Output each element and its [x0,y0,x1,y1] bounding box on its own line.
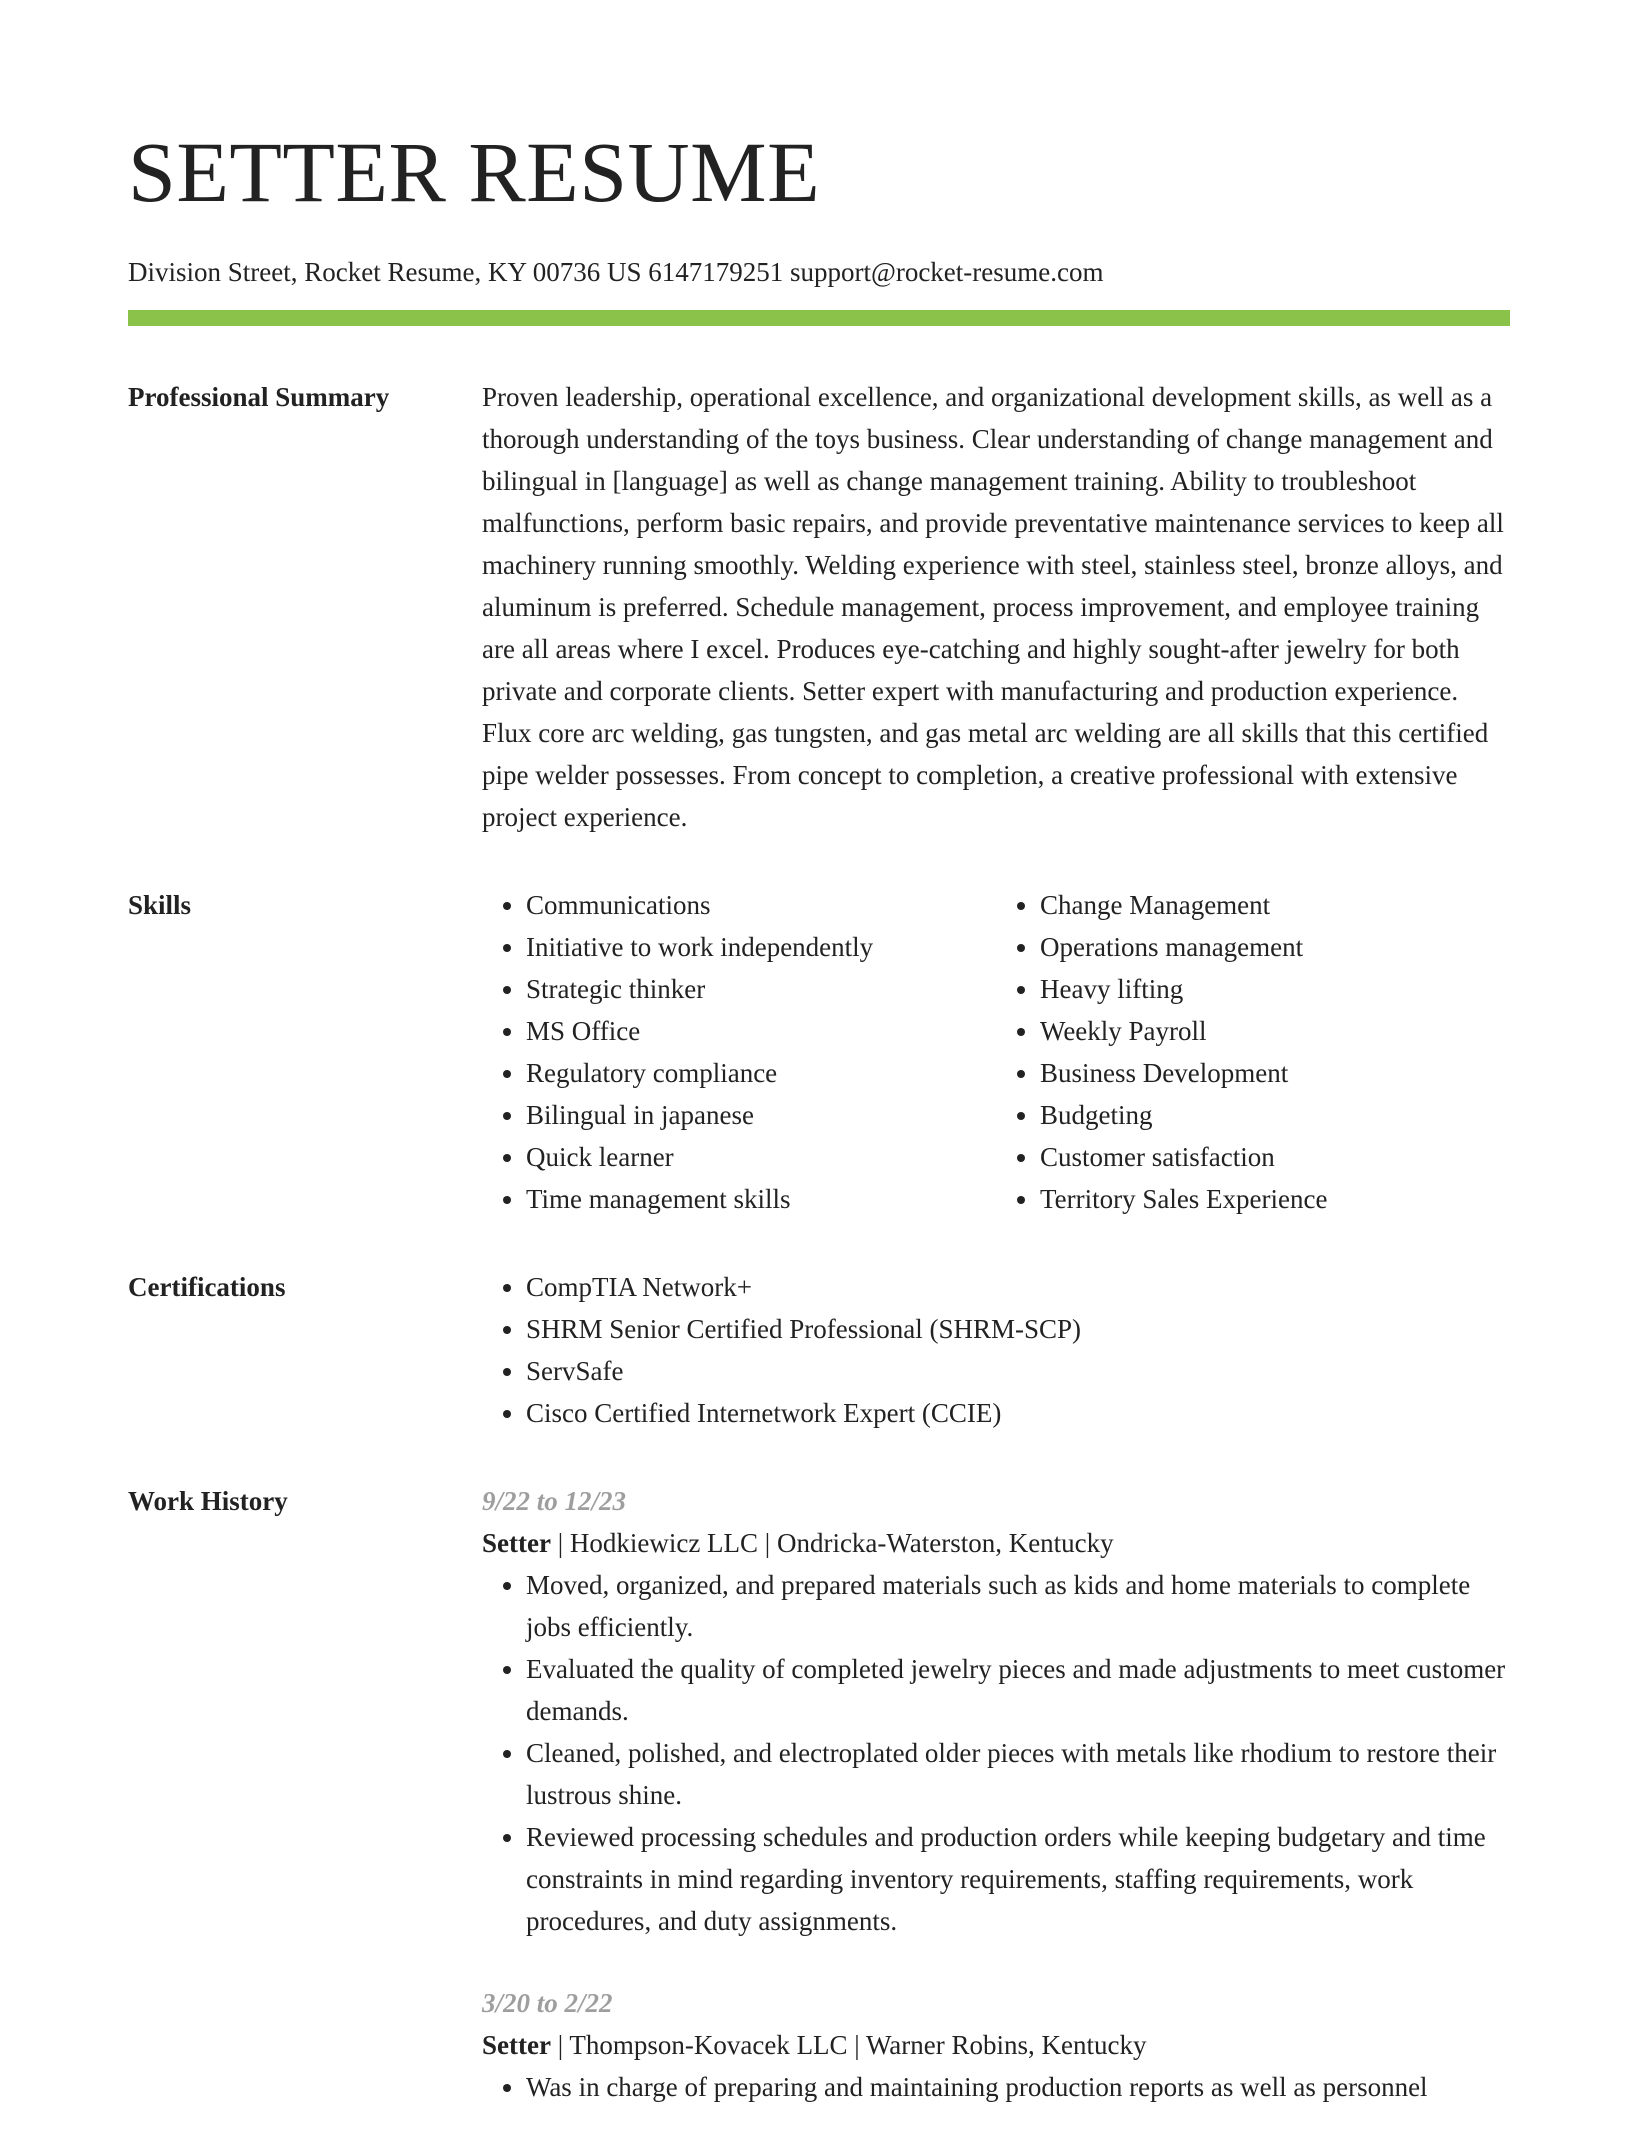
job-title: Setter [482,2030,551,2060]
skill-item: • Regulatory compliance [526,1052,996,1094]
skill-item: • Customer satisfaction [1040,1136,1510,1178]
certification-item: • SHRM Senior Certified Professional (SHRM-SCP) [526,1308,1510,1350]
job-bullet: • Cleaned, polished, and electroplated older pieces with metals like rhodium to restore their lustrous shine. [526,1732,1510,1816]
certifications-section [128,1266,1510,1434]
skill-item: • Initiative to work independently [526,926,996,968]
skill-item: • Heavy lifting [1040,968,1510,1010]
summary-section [128,376,1510,838]
header-divider [128,310,1510,326]
job-entry [482,1480,1510,1942]
certification-item: • CompTIA Network+ [526,1266,1510,1308]
job-title: Setter [482,1528,551,1558]
job-entry [482,1982,1510,2108]
section-title-work-history: Work History [128,1486,288,1516]
job-dates: 3/20 to 2/22 [482,1988,613,2018]
skill-item: • MS Office [526,1010,996,1052]
resume-name: SETTER RESUME [128,124,821,220]
section-title-certifications: Certifications [128,1272,286,1302]
skills-right-list [996,884,1510,1220]
job-dates: 9/22 to 12/23 [482,1486,627,1516]
skill-item: • Change Management [1040,884,1510,926]
section-title-skills: Skills [128,890,192,920]
job-bullet: • Was in charge of preparing and maintaining production reports as well as personnel [526,2066,1510,2108]
job-details: | Hodkiewicz LLC | Ondricka-Waterston, Kentucky [550,1528,1114,1558]
skills-section [128,884,1510,1220]
job-bullet-list [482,2066,1510,2108]
job-bullet-list [482,1564,1510,1942]
certification-item: • ServSafe [526,1350,1510,1392]
job-heading [482,2024,1510,2066]
job-heading [482,1522,1510,1564]
skill-item: • Weekly Payroll [1040,1010,1510,1052]
certification-item: • Cisco Certified Internetwork Expert (CCIE) [526,1392,1510,1434]
skill-item: • Communications [526,884,996,926]
skill-item: • Time management skills [526,1178,996,1220]
skill-item: • Bilingual in japanese [526,1094,996,1136]
skill-item: • Strategic thinker [526,968,996,1010]
skill-item: • Operations management [1040,926,1510,968]
job-bullet: • Evaluated the quality of completed jewelry pieces and made adjustments to meet customer demands. [526,1648,1510,1732]
summary-text: Proven leadership, operational excellence, and organizational development skills, as well as a thorough understanding of the toys business. Clear understanding of change management and bilingual in [language] as well as change management training. Ability to troubleshoot malfunctions, perform basic repairs, and provide preventative maintenance services to keep all machinery running smoothly. Welding experience with steel, stainless steel, bronze alloys, and aluminum is preferred. Schedule management, process improvement, and employee training are all areas where I excel. Produces eye-catching and highly sought-after jewelry for both private and corporate clients. Setter expert with manufacturing and production experience. Flux core arc welding, gas tungsten, and gas metal arc welding are all skills that this certified pipe welder possesses. From concept to completion, a creative professional with extensive project experience. [482,382,1504,832]
work-history-section [128,1480,1510,2148]
job-bullet: • Moved, organized, and prepared materials such as kids and home materials to complete jobs efficiently. [526,1564,1510,1648]
job-bullet: • Reviewed processing schedules and production orders while keeping budgetary and time constraints in mind regarding inventory requirements, staffing requirements, work procedures, and duty assignments. [526,1816,1510,1942]
skills-left-list [482,884,996,1220]
resume-page [128,0,1510,2148]
skill-item: • Quick learner [526,1136,996,1178]
certifications-list [482,1266,1510,1434]
skill-item: • Business Development [1040,1052,1510,1094]
contact-line: Division Street, Rocket Resume, KY 00736 US 6147179251 support@rocket-resume.com [128,257,1104,287]
skill-item: • Budgeting [1040,1094,1510,1136]
job-details: | Thompson-Kovacek LLC | Warner Robins, Kentucky [550,2030,1147,2060]
skill-item: • Territory Sales Experience [1040,1178,1510,1220]
section-title-summary: Professional Summary [128,382,390,412]
